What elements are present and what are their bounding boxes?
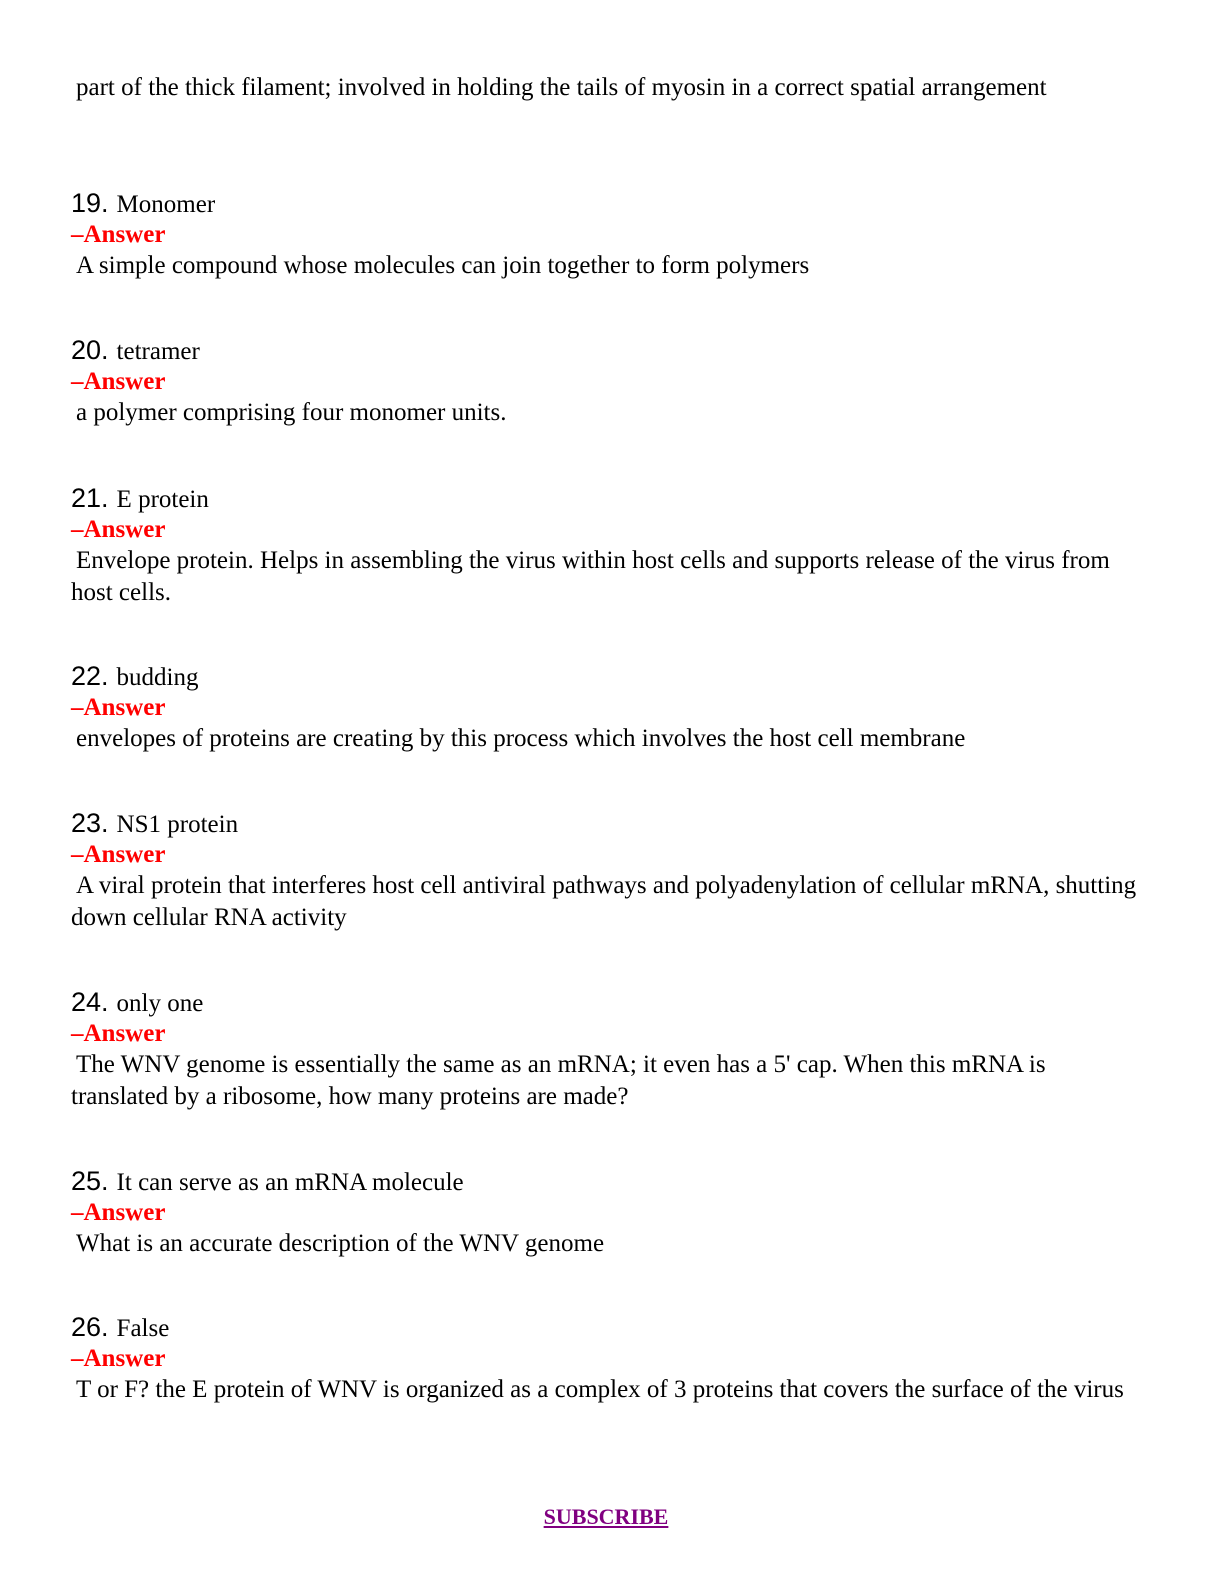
question-number: 23.	[71, 808, 109, 838]
qa-item-24	[71, 985, 1141, 1113]
answer-label: –Answer	[71, 1020, 166, 1047]
subscribe-footer	[0, 1502, 1212, 1532]
answer-text: What is an accurate description of the WNV genome	[76, 1230, 605, 1257]
qa-item-25	[71, 1164, 1141, 1260]
question-term: only one	[116, 990, 204, 1017]
question-number: 26.	[71, 1312, 109, 1342]
question-line	[71, 186, 1141, 220]
question-term: NS1 protein	[116, 811, 239, 838]
question-term: tetramer	[116, 338, 200, 365]
answer-text: T or F? the E protein of WNV is organized as a complex of 3 proteins that covers the surface of the virus	[76, 1376, 1124, 1403]
qa-item-23	[71, 806, 1141, 934]
question-number: 19.	[71, 188, 109, 218]
question-number: 22.	[71, 661, 109, 691]
answer-label: –Answer	[71, 516, 166, 543]
question-line	[71, 333, 1141, 367]
question-number: 21.	[71, 483, 109, 513]
question-term: budding	[116, 664, 199, 691]
intro-text: part of the thick filament; involved in holding the tails of myosin in a correct spatial arrangement	[76, 74, 1047, 101]
answer-label: –Answer	[71, 694, 166, 721]
question-number: 24.	[71, 987, 109, 1017]
qa-item-19	[71, 186, 1141, 282]
qa-item-21	[71, 481, 1141, 609]
question-term: E protein	[116, 486, 209, 513]
answer-label: –Answer	[71, 221, 166, 248]
question-number: 20.	[71, 335, 109, 365]
question-line	[71, 806, 1141, 840]
answer-label: –Answer	[71, 841, 166, 868]
answer-label: –Answer	[71, 1345, 166, 1372]
answer-text: The WNV genome is essentially the same as an mRNA; it even has a 5' cap. When this mRNA is translated by a ribosome, how many proteins are made?	[71, 1051, 1046, 1110]
qa-item-20	[71, 333, 1141, 429]
answer-label: –Answer	[71, 1199, 166, 1226]
qa-item-22	[71, 659, 1141, 755]
answer-text: A viral protein that interferes host cell antiviral pathways and polyadenylation of cellular mRNA, shutting down cellular RNA activity	[71, 872, 1137, 931]
answer-text: Envelope protein. Helps in assembling the virus within host cells and supports release of the virus from host cells.	[71, 547, 1110, 606]
question-line	[71, 985, 1141, 1019]
subscribe-link[interactable]: SUBSCRIBE	[543, 1504, 669, 1529]
answer-label: –Answer	[71, 368, 166, 395]
answer-text: envelopes of proteins are creating by this process which involves the host cell membrane	[76, 725, 966, 752]
question-term: It can serve as an mRNA molecule	[116, 1169, 464, 1196]
answer-text: a polymer comprising four monomer units.	[76, 399, 507, 426]
question-line	[71, 481, 1141, 515]
question-term: Monomer	[116, 191, 216, 218]
question-line	[71, 1164, 1141, 1198]
question-line	[71, 659, 1141, 693]
question-line	[71, 1310, 1141, 1344]
answer-text: A simple compound whose molecules can join together to form polymers	[76, 252, 810, 279]
question-number: 25.	[71, 1166, 109, 1196]
qa-item-26	[71, 1310, 1141, 1406]
question-term: False	[116, 1315, 170, 1342]
